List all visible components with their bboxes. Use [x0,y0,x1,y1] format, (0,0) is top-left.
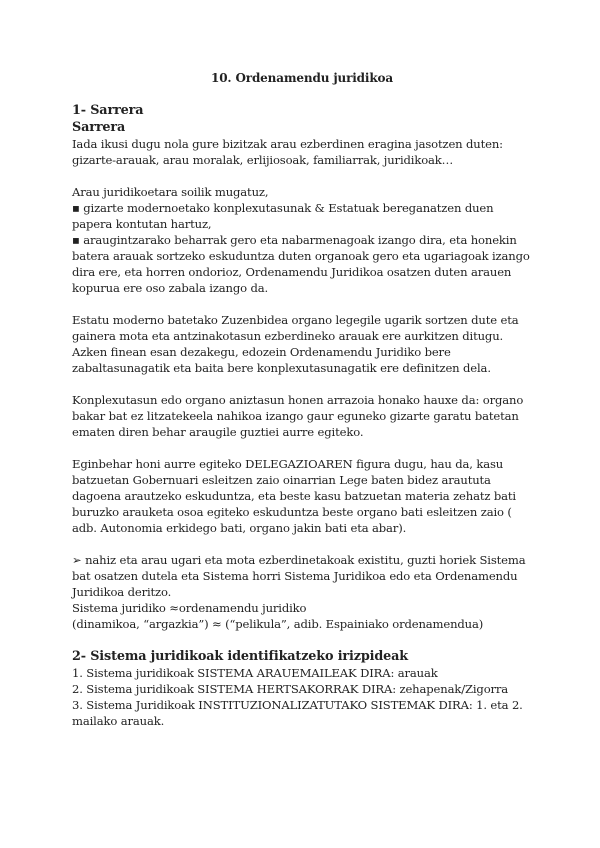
document-page [72,70,532,729]
system-paragraph: ➢ nahiz eta arau ugari eta mota ezberdinetakoak existitu, guzti horiek Sistema bat osatzen dutela eta Sistema horri Sistema Juridikoa edo eta Ordenamendu Juridikoa deritzo. [72,553,526,599]
criteria-item-3: 3. Sistema Juridikoak INSTITUZIONALIZATUTAKO SISTEMAK DIRA: 1. eta 2. mailako arauak. [72,698,523,728]
spacer [72,296,532,312]
intro-paragraph: Iada ikusi dugu nola gure bizitzak arau ezberdinen eragina jasotzen duten: gizarte-arauak, arau moralak, erlijiosoak, familiarrak, juridikoak… [72,137,503,167]
state-law-paragraph: Estatu moderno batetako Zuzenbidea organo legegile ugarik sortzen dute eta gainera mota eta antzinakotasun ezberdineko arauak ere aurkitzen ditugu. Azken finean esan dezakegu, edozein Ordenamendu Juridiko bere zabaltasunagatik eta baita bere konplexutasunagatik ere definitzen dela. [72,313,519,375]
bullet-item-complexity: ▪ gizarte modernoetako konplexutasunak & Estatuak bereganatzen duen papera kontutan hartuz, [72,201,494,231]
system-equation-line-2: (dinamikoa, “argazkia”) ≈ (“pelikula”, adib. Espainiako ordenamendua) [72,617,484,631]
bullet-item-needs: ▪ araugintzarako beharrak gero eta nabarmenagoak izango dira, eta honekin batera arauak sortzeko eskuduntza duten organoak gero eta ugariagoak izango dira ere, eta horren ondorioz, Ordenamendu Juridikoa osatzen duten arauen kopurua ere oso zabala izango da. [72,233,530,295]
spacer [72,632,532,648]
spacer [72,168,532,184]
section-1-subheading: Sarrera [72,120,126,135]
spacer [72,536,532,552]
criteria-item-1: 1. Sistema juridikoak SISTEMA ARAUEMAILEAK DIRA: arauak [72,666,438,680]
section-1-heading: 1- Sarrera [72,103,144,118]
criteria-item-2: 2. Sistema juridikoak SISTEMA HERTSAKORRAK DIRA: zehapenak/Zigorra [72,682,509,696]
spacer [72,376,532,392]
complexity-paragraph: Konplexutasun edo organo aniztasun honen arrazoia honako hauxe da: organo bakar bat ez litzatekeela nahikoa izango gaur eguneko gizarte garatu batetan ematen diren behar araugile guztiei aurre egiteko. [72,393,524,439]
document-title: 10. Ordenamendu juridikoa [211,71,393,85]
section-2-heading: 2- Sistema juridikoak identifikatzeko irizpideak [72,649,408,664]
delegation-paragraph: Eginbehar honi aurre egiteko DELEGAZIOAREN figura dugu, hau da, kasu batzuetan Gobernuari esleitzen zaio oinarrian Lege baten bidez araututa dagoena arautzeko eskuduntza, eta beste kasu batzuetan materia zehatz bati buruzko arauketa osoa egiteko eskuduntza beste organo bati esleitzen zaio ( adb. Autonomia erkidego bati, organo jakin bati eta abar). [72,457,516,535]
system-equation-line-1: Sistema juridiko ≈ordenamendu juridiko [72,601,307,615]
spacer [72,440,532,456]
juridical-intro-paragraph: Arau juridikoetara soilik mugatuz, [72,185,269,199]
